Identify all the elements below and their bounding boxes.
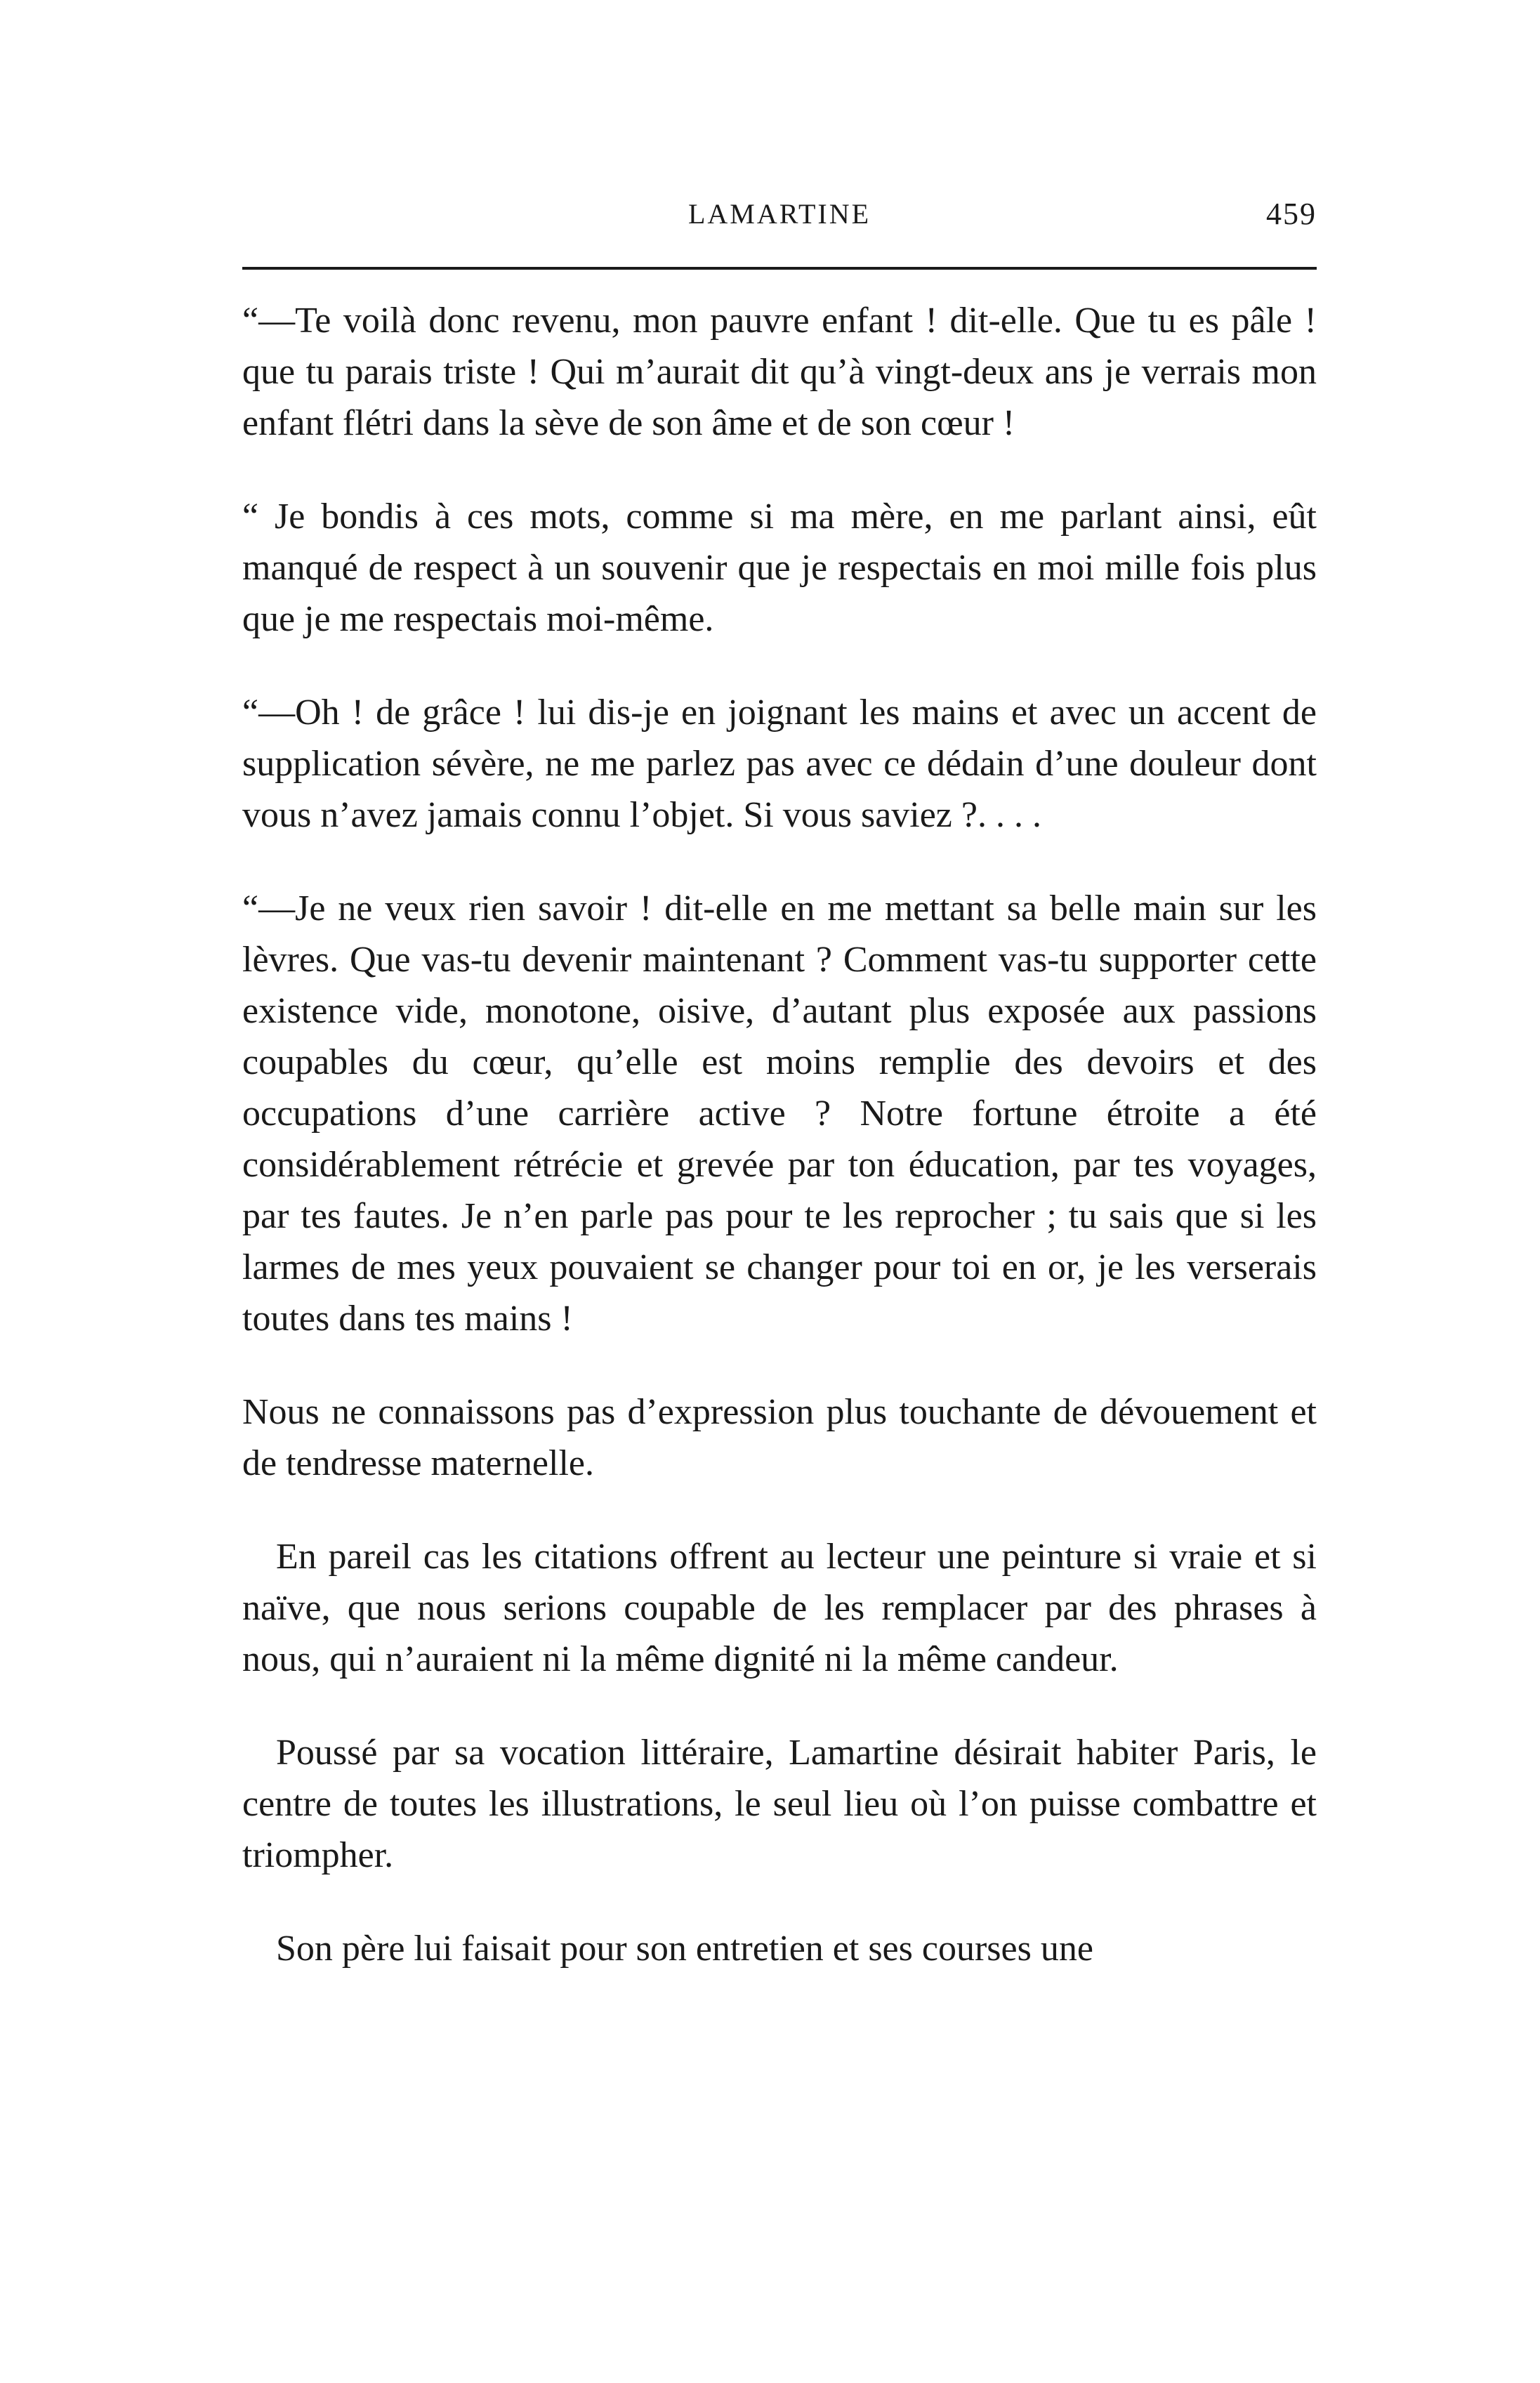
paragraph-7: Poussé par sa vocation littéraire, Lamartine désirait habiter Paris, le centre de toutes les illustrations, le seul lieu où l’on puisse combattre et triompher. <box>242 1733 1317 1875</box>
page-header <box>242 190 1317 239</box>
header-rule <box>242 267 1317 270</box>
running-title: LAMARTINE <box>687 198 871 230</box>
paragraph-6: En pareil cas les citations offrent au lecteur une peinture si vraie et si naïve, que nous serions coupable de les remplacer par des phrases à nous, qui n’auraient ni la même dignité ni la même candeur. <box>242 1537 1317 1679</box>
paragraph-8: Son père lui faisait pour son entretien et ses courses une <box>276 1929 1093 1969</box>
paragraph-5: Nous ne connaissons pas d’expression plus touchante de dévouement et de tendresse maternelle. <box>242 1392 1317 1483</box>
paragraph-2: “ Je bondis à ces mots, comme si ma mère, en me parlant ainsi, eût manqué de respect à un souvenir que je respectais en moi mille fois plus que je me respectais moi-même. <box>242 497 1317 639</box>
paragraph-3: “—Oh ! de grâce ! lui dis-je en joignant les mains et avec un accent de supplication sévère, ne me parlez pas avec ce dédain d’une douleur dont vous n’avez jamais connu l’objet. Si vous saviez ?. . . . <box>242 692 1317 835</box>
paragraph-4: “—Je ne veux rien savoir ! dit-elle en me mettant sa belle main sur les lèvres. Que vas-tu devenir maintenant ? Comment vas-tu supporter cette existence vide, monotone, oisive, d’autant plus exposée aux passions coupables du cœur, qu’elle est moins remplie des devoirs et des occupations d’une carrière active ? Notre fortune étroite a été considérablement rétrécie et grevée par ton éducation, par tes voyages, par tes fautes. Je n’en parle pas pour te les reprocher ; tu sais que si les larmes de mes yeux pouvaient se changer pour toi en or, je les verserais toutes dans tes mains ! <box>242 888 1317 1339</box>
body-text <box>242 295 1317 1974</box>
paragraph-1: “—Te voilà donc revenu, mon pauvre enfant ! dit-elle. Que tu es pâle ! que tu parais triste ! Qui m’aurait dit qu’à vingt-deux ans je verrais mon enfant flétri dans la sève de son âme et de son cœur ! <box>242 301 1317 443</box>
page-number: 459 <box>1266 197 1317 231</box>
